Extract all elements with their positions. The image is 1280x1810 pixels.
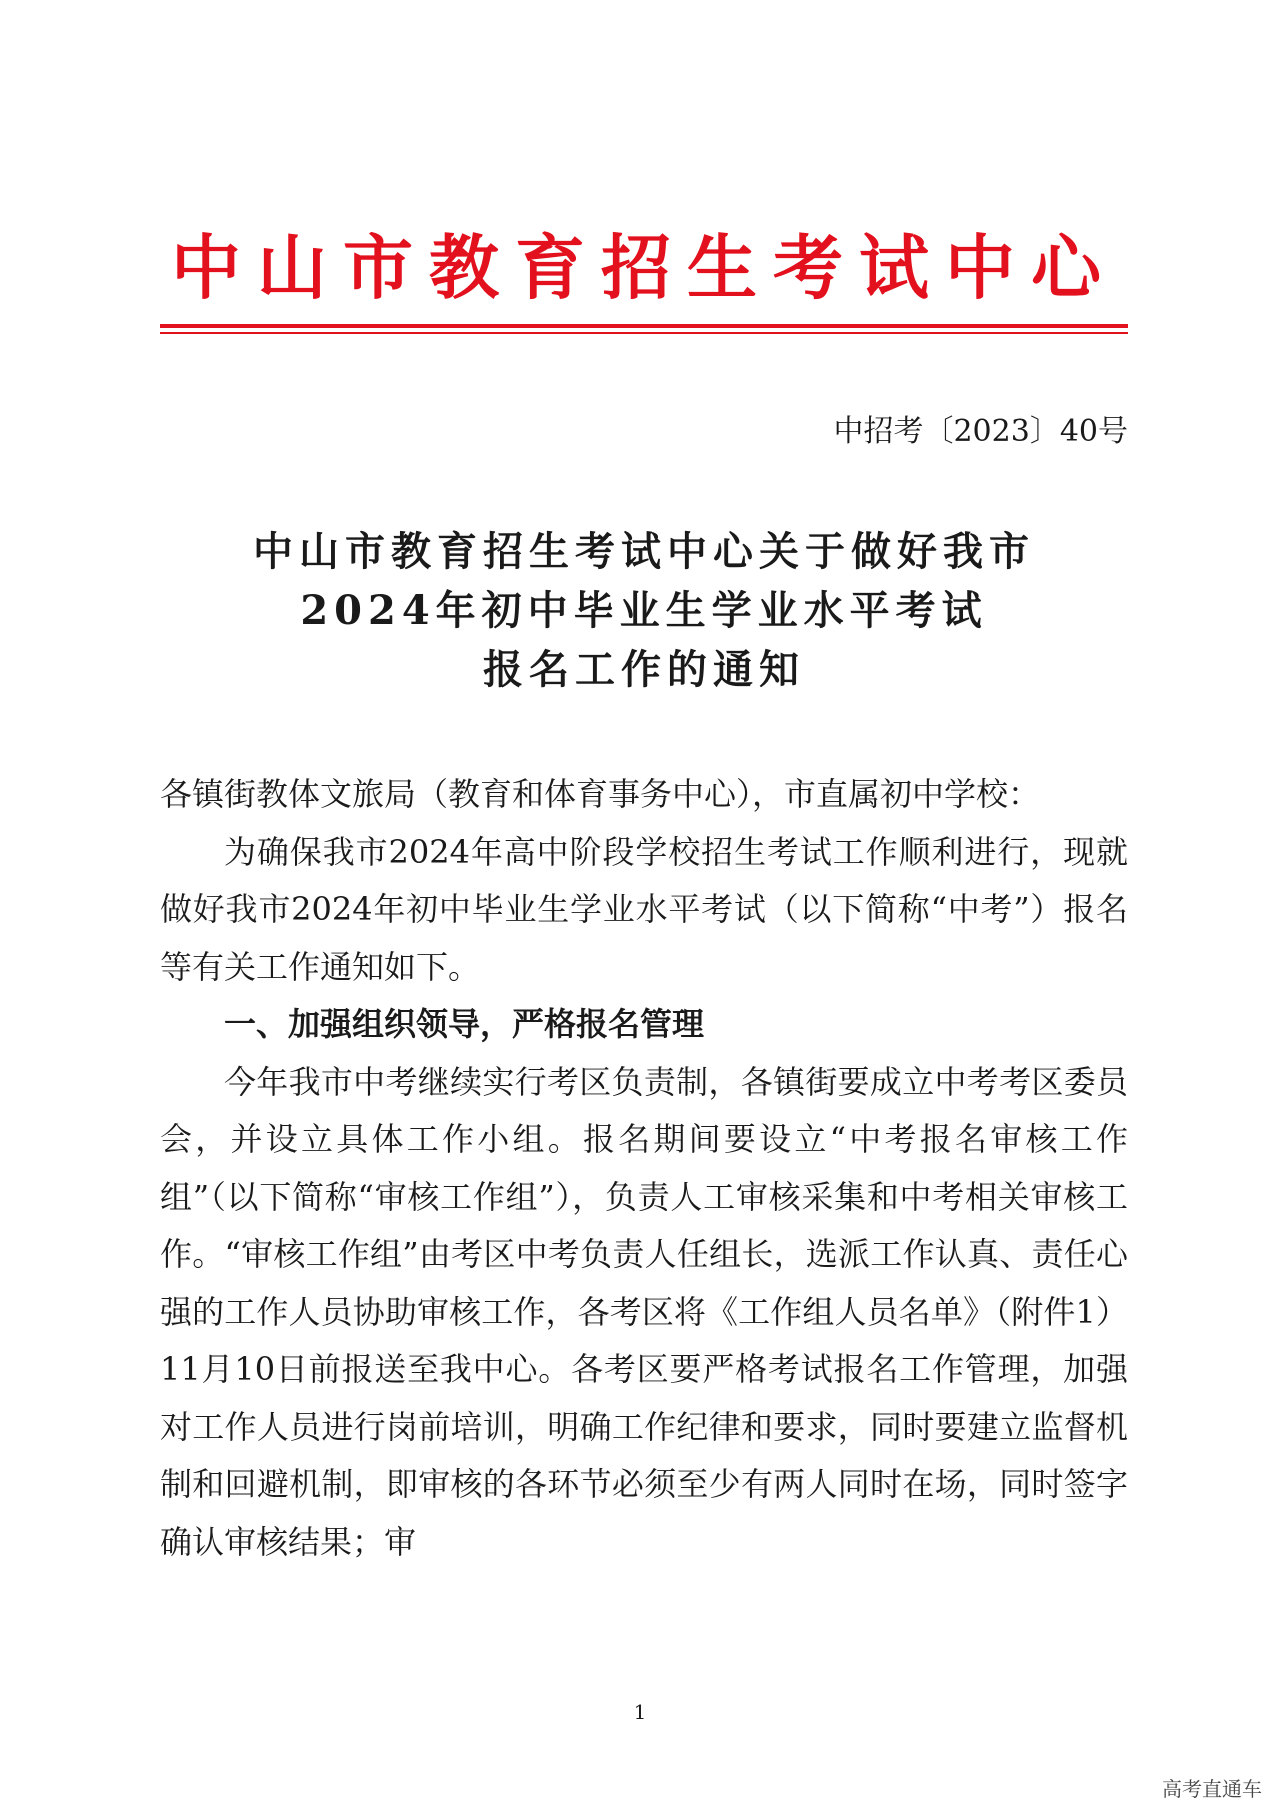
document-number: 中招考〔2023〕40号 [833,414,1128,449]
document-body [160,766,1128,1571]
watermark-text: 高考直通车 [1162,1777,1262,1801]
salutation: 各镇街教体文旅局（教育和体育事务中心），市直属初中学校： [160,775,1041,813]
masthead-org-name: 中山市教育招生考试中心 [171,226,1117,309]
masthead-red-rule-thin [160,332,1128,334]
section-1-heading: 一、加强组织领导，严格报名管理 [224,1005,705,1043]
document-title [160,522,1128,699]
title-line-3: 报名工作的通知 [483,646,805,693]
page-number: 1 [633,1700,647,1724]
masthead-red-rule-thick [160,324,1128,328]
title-line-2: 2024年初中毕业生学业水平考试 [300,587,988,634]
intro-paragraph: 为确保我市2024年高中阶段学校招生考试工作顺利进行，现就做好我市2024年初中毕业生学业水平考试（以下简称“中考”）报名等有关工作通知如下。 [160,832,1128,986]
title-line-1: 中山市教育招生考试中心关于做好我市 [253,528,1035,575]
section-1-paragraph: 今年我市中考继续实行考区负责制，各镇街要成立中考考区委员会，并设立具体工作小组。报名期间要设立“中考报名审核工作组”（以下简称“审核工作组”），负责人工审核采集和中考相关审核工作。“审核工作组”由考区中考负责人任组长，选派工作认真、责任心强的工作人员协助审核工作，各考区将《工作组人员名单》（附件1）11月10日前报送至我中心。各考区要严格考试报名工作管理，加强对工作人员进行岗前培训，明确工作纪律和要求，同时要建立监督机制和回避机制，即审核的各环节必须至少有两人同时在场，同时签字确认审核结果；审 [160,1062,1128,1561]
